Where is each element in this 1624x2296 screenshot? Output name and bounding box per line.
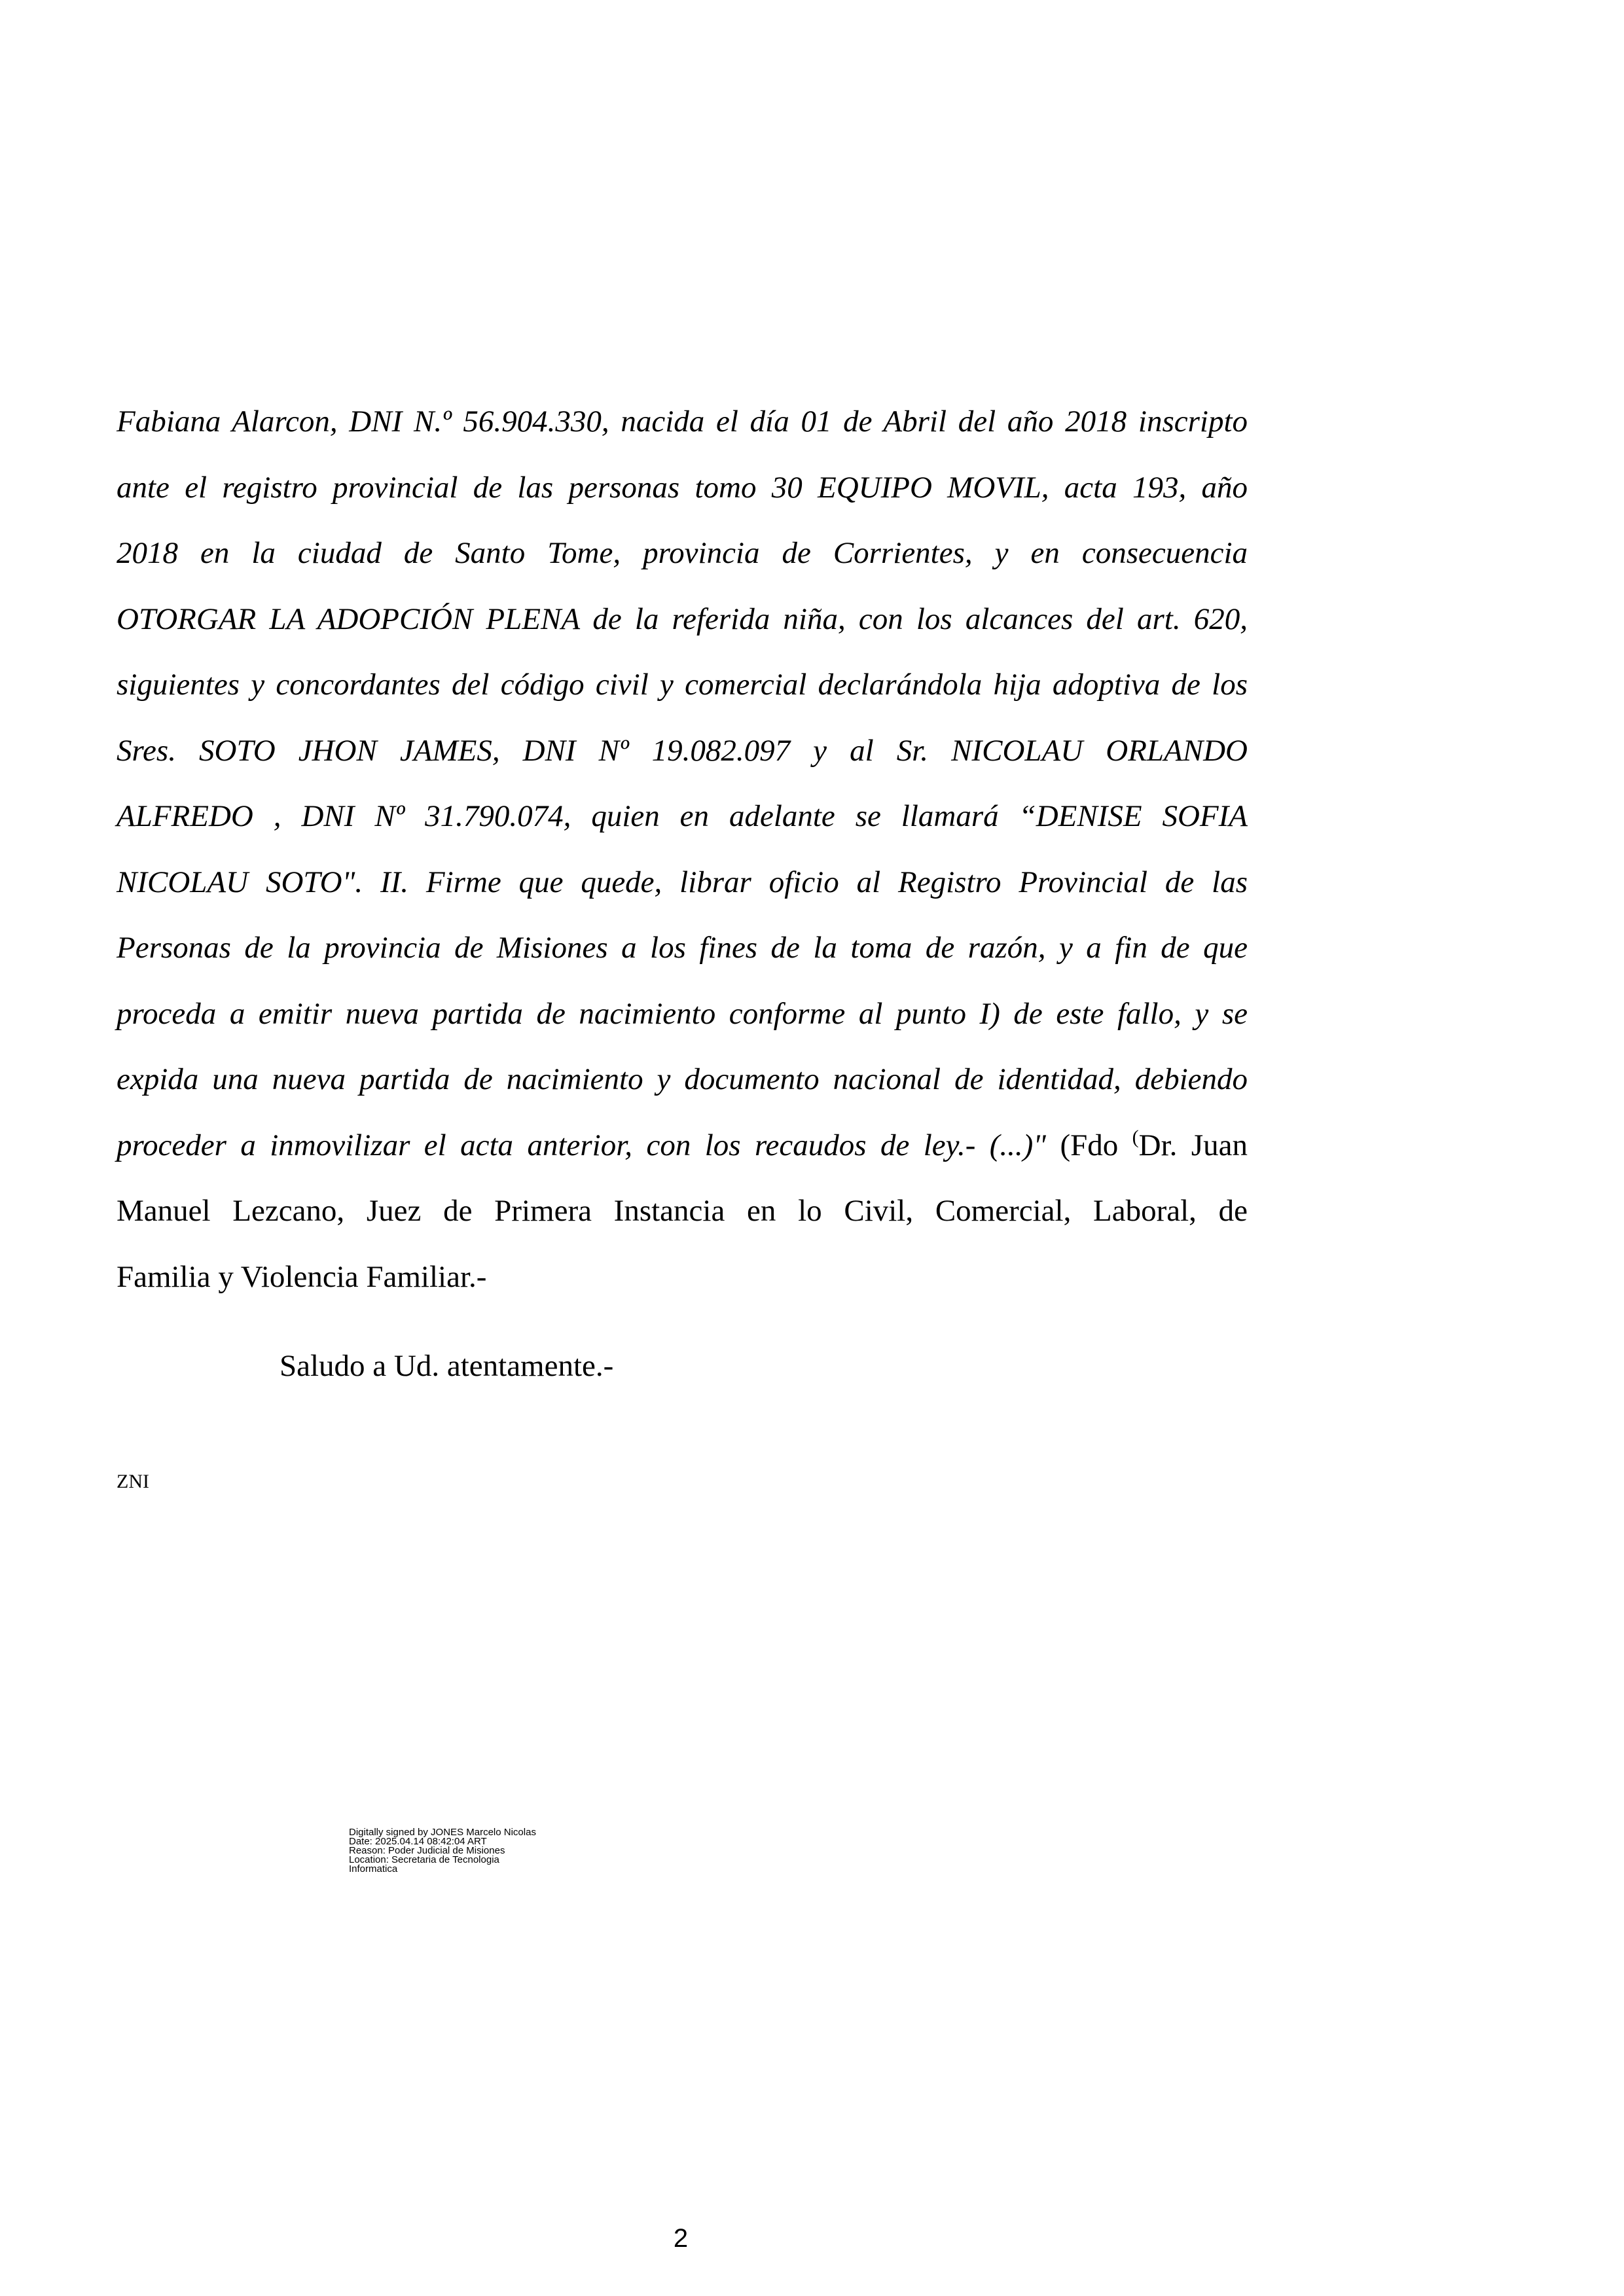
body-line: Personas de la provincia de Misiones a los fines de la toma de razón, y a fin de que	[117, 931, 1248, 965]
body-line: ante el registro provincial de las personas tomo 30 EQUIPO MOVIL, acta 193, año	[117, 470, 1248, 505]
line12-italic: proceder a inmovilizar el acta anterior, con los recaudos de ley.- (...)"	[117, 1128, 1047, 1162]
page-number: 2	[673, 2224, 689, 2253]
body-line: Sres. SOTO JHON JAMES, DNI Nº 19.082.097 y al Sr. NICOLAU ORLANDO	[117, 733, 1248, 768]
signature-signer: Digitally signed by JONES Marcelo Nicolas	[349, 1827, 536, 1838]
body-line: NICOLAU SOTO". II. Firme que quede, librar oficio al Registro Provincial de las	[117, 865, 1248, 899]
body-line: expida una nueva partida de nacimiento y documento nacional de identidad, debiendo	[117, 1062, 1248, 1096]
signature-date: Date: 2025.04.14 08:42:04 ART	[349, 1836, 487, 1847]
line12-upright: (Fdo	[1046, 1128, 1132, 1162]
line12-superscript: (	[1132, 1126, 1139, 1148]
signature-location: Location: Secretaria de Tecnologia	[349, 1854, 499, 1865]
author-initials: ZNI	[117, 1471, 149, 1492]
body-text	[117, 389, 1248, 1310]
body-line: Manuel Lezcano, Juez de Primera Instancia en lo Civil, Comercial, Laboral, de	[117, 1194, 1248, 1228]
body-line: 2018 en la ciudad de Santo Tome, provincia de Corrientes, y en consecuencia	[117, 536, 1248, 570]
body-line: OTORGAR LA ADOPCIÓN PLENA de la referida niña, con los alcances del art. 620,	[117, 601, 1248, 636]
closing-salutation: Saludo a Ud. atentamente.-	[280, 1349, 614, 1383]
digital-signature-stamp	[349, 1828, 536, 1874]
body-line-signature-reference	[117, 1113, 1248, 1179]
signature-reason: Reason: Poder Judicial de Misiones	[349, 1845, 505, 1856]
signature-location-cont: Informatica	[349, 1863, 398, 1874]
line12-tail: Dr. Juan	[1138, 1128, 1248, 1162]
body-line: ALFREDO , DNI Nº 31.790.074, quien en adelante se llamará “DENISE SOFIA	[117, 799, 1248, 833]
body-line: siguientes y concordantes del código civil y comercial declarándola hija adoptiva de los	[117, 668, 1248, 702]
body-line: proceda a emitir nueva partida de nacimiento conforme al punto I) de este fallo, y se	[117, 996, 1248, 1031]
body-line: Familia y Violencia Familiar.-	[117, 1259, 487, 1294]
body-line: Fabiana Alarcon, DNI N.º 56.904.330, nacida el día 01 de Abril del año 2018 inscripto	[117, 404, 1248, 439]
